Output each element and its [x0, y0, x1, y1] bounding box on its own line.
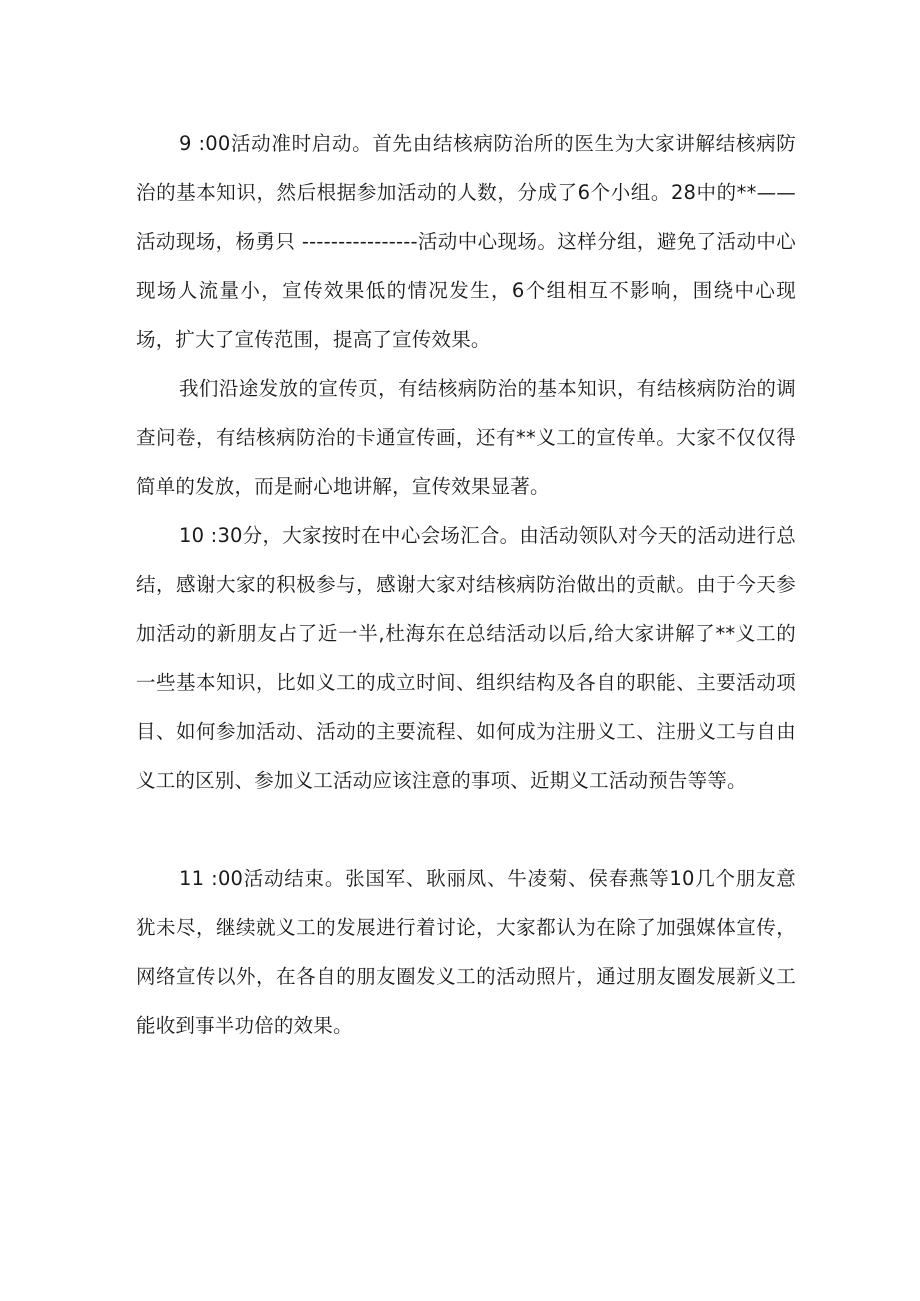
- paragraph-activity-start: 9 :00活动准时启动。首先由结核病防治所的医生为大家讲解结核病防治的基本知识，然后根据参加活动的人数，分成了6个小组。28中的**——活动现场，杨勇只 ----------------活动中心现场。这样分组，避免了活动中心现场人流量小，宣传效果低的情况发生，6个组相互不影响，围绕中心现场，扩大了宣传范围，提高了宣传效果。: [136, 132, 796, 351]
- paragraph-leaflets: 我们沿途发放的宣传页，有结核病防治的基本知识，有结核病防治的调查问卷，有结核病防治的卡通宣传画，还有**义工的宣传单。大家不仅仅得简单的发放，而是耐心地讲解，宣传效果显著。: [136, 377, 796, 498]
- paragraph-activity-end: 11 :00活动结束。张国军、耿丽凤、牛凌菊、侯春燕等10几个朋友意犹未尽，继续就义工的发展进行着讨论，大家都认为在除了加强媒体宣传，网络宣传以外，在各自的朋友圈发义工的活动照片，通过朋友圈发展新义工能收到事半功倍的效果。: [136, 867, 796, 1037]
- paragraph-gathering-summary: 10 :30分，大家按时在中心会场汇合。由活动领队对今天的活动进行总结，感谢大家的积极参与，感谢大家对结核病防治做出的贡献。由于今天参加活动的新朋友占了近一半,杜海东在总结活动以后,给大家讲解了**义工的一些基本知识，比如义工的成立时间、组织结构及各自的职能、主要活动项目、如何参加活动、活动的主要流程、如何成为注册义工、注册义工与自由义工的区别、参加义工活动应该注意的事项、近期义工活动预告等等。: [136, 524, 796, 792]
